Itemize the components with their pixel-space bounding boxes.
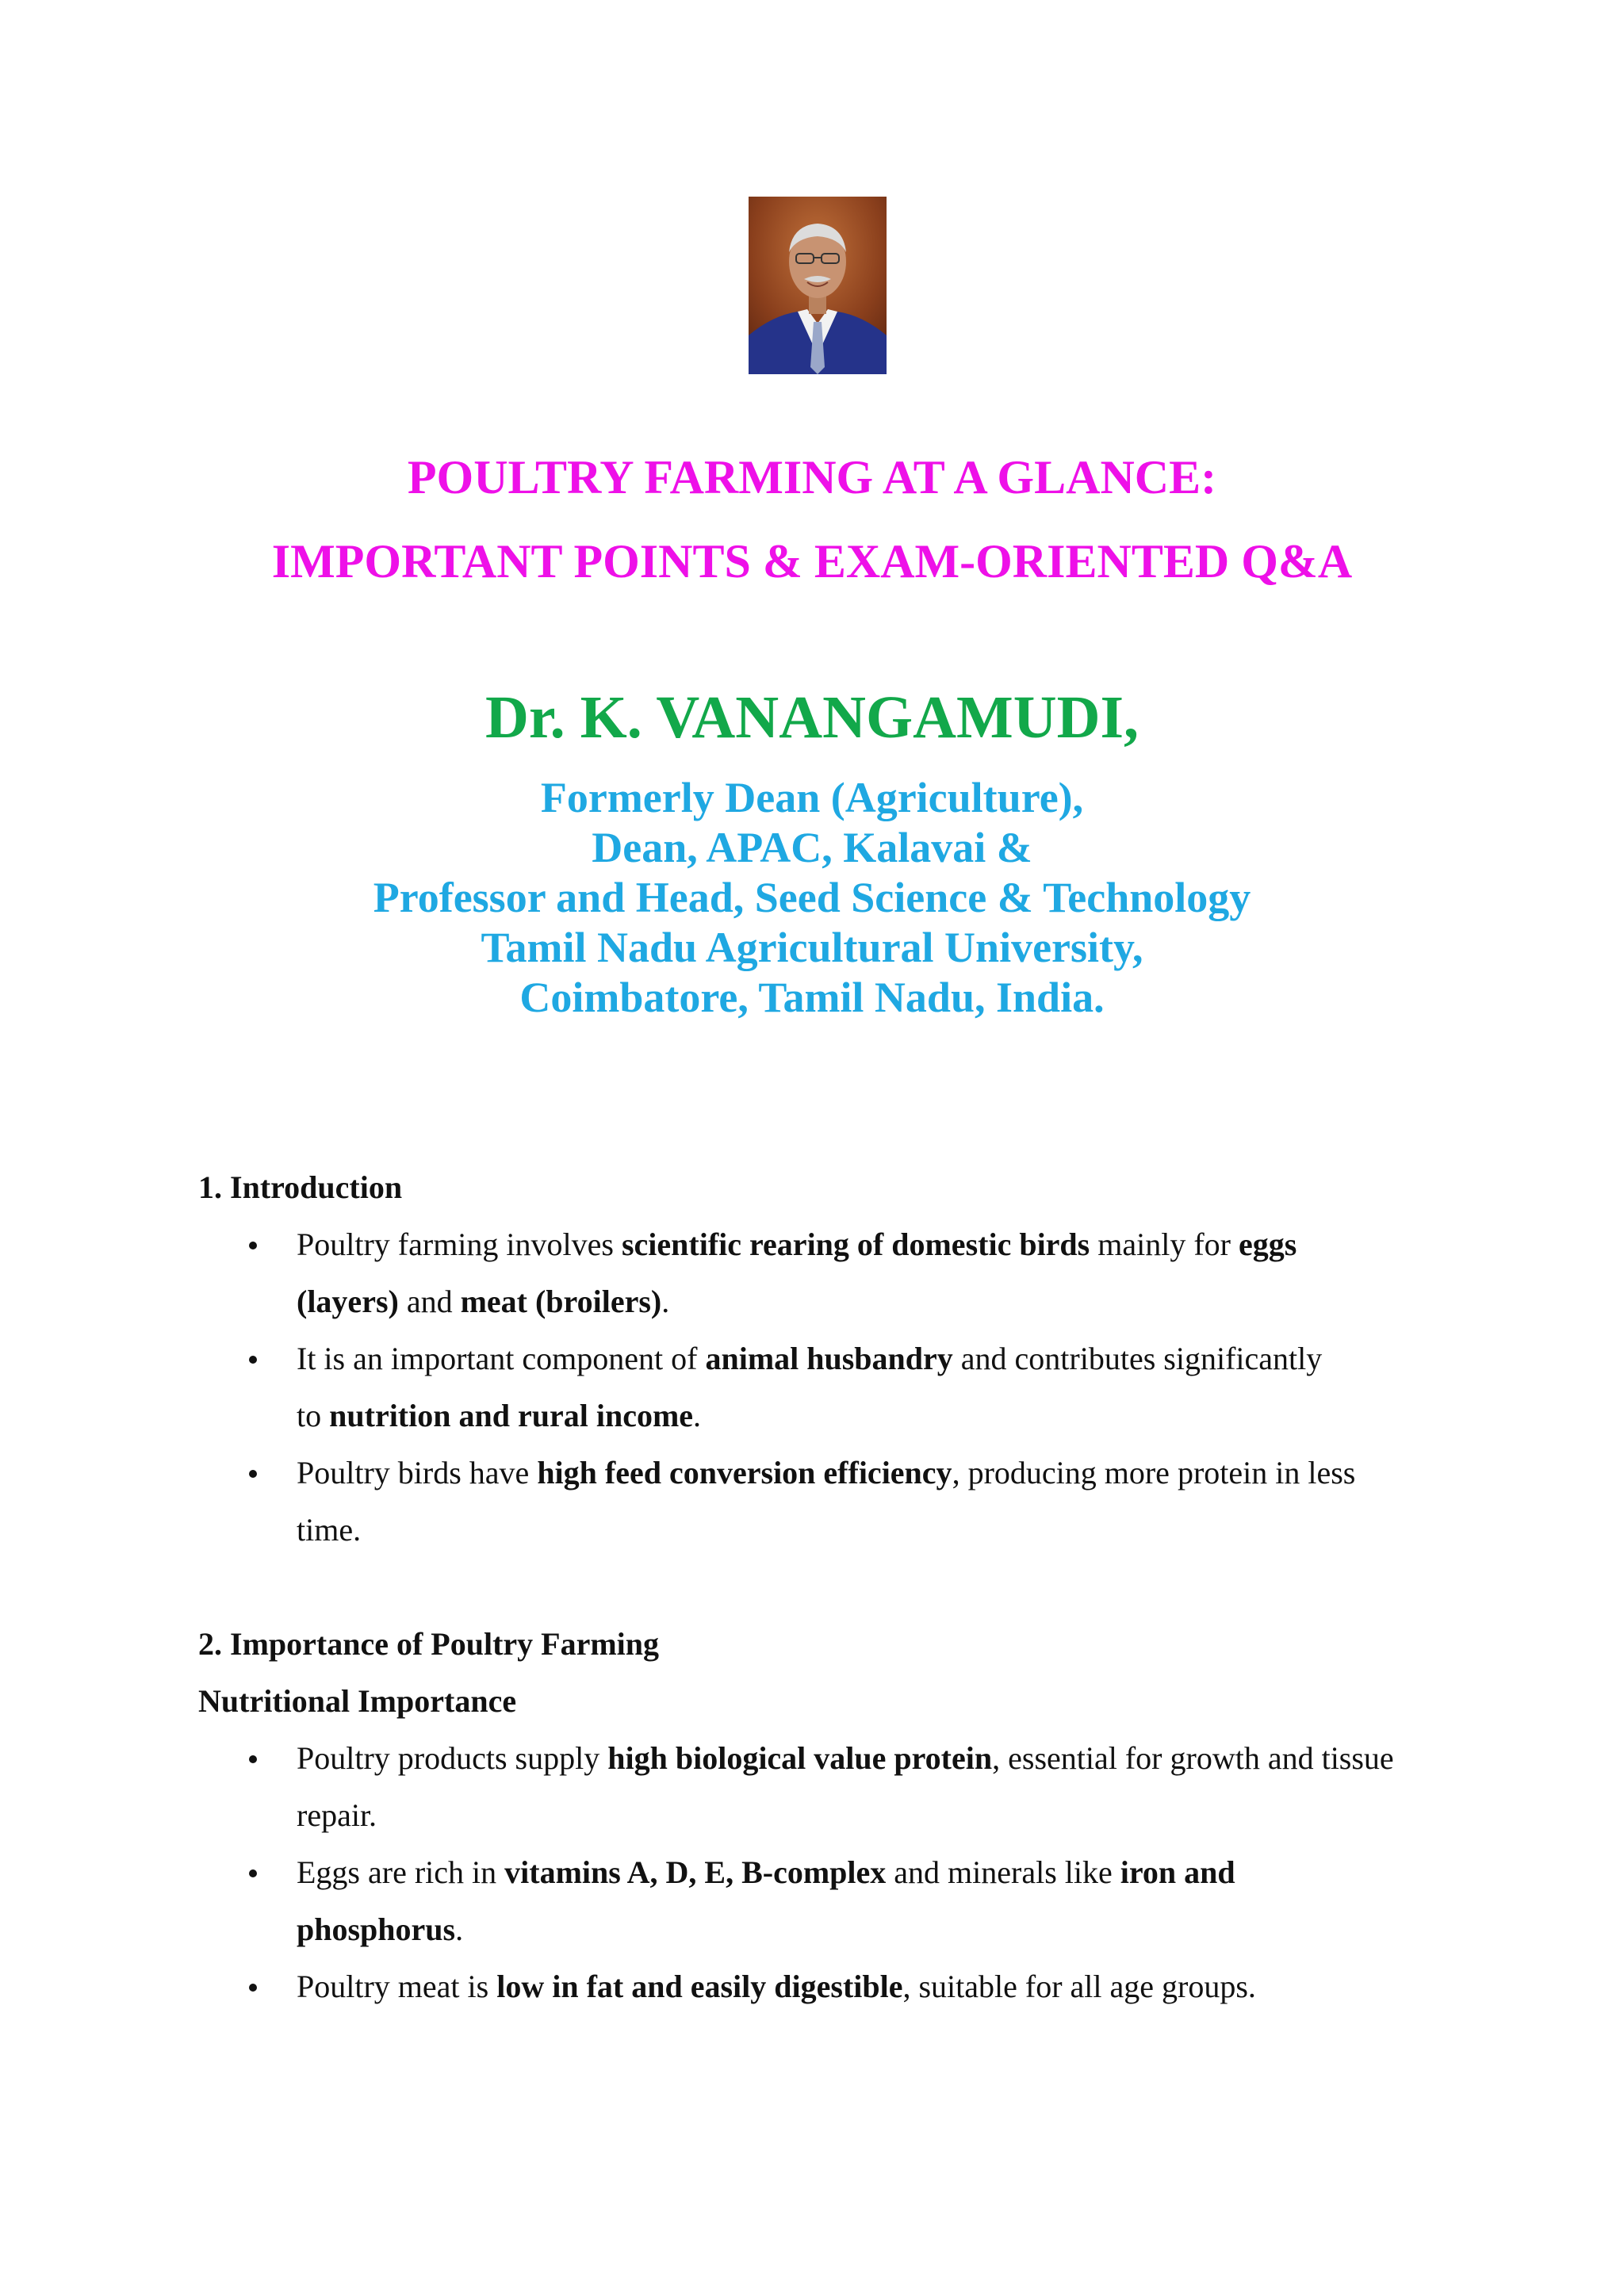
author-name: Dr. K. VANANGAMUDI,	[485, 684, 1139, 751]
bullet-icon	[249, 1984, 257, 1992]
list-item	[198, 1730, 1467, 1844]
text-run: , producing more protein in less	[952, 1455, 1356, 1490]
document-body	[198, 1159, 1467, 2015]
bold-run: animal husbandry	[705, 1341, 953, 1376]
introduction-list	[198, 1216, 1467, 1559]
bold-run: eggs	[1238, 1226, 1297, 1262]
text-run: Poultry meat is	[297, 1969, 497, 2004]
bold-run: nutrition and rural income	[329, 1398, 694, 1433]
text-run: .	[693, 1398, 702, 1433]
text-run: It is an important component of	[297, 1341, 706, 1376]
bullet-icon	[249, 1869, 257, 1877]
list-item	[198, 1844, 1467, 1958]
author-affiliation	[0, 773, 1624, 1023]
subsection-heading-nutritional: Nutritional Importance	[198, 1683, 517, 1719]
text-run: Poultry products supply	[297, 1740, 608, 1776]
bullet-icon	[249, 1356, 257, 1364]
text-run: and contributes significantly	[952, 1341, 1323, 1376]
bullet-icon	[249, 1755, 257, 1763]
bold-run: vitamins A, D, E, B-complex	[504, 1854, 887, 1890]
affiliation-line: Tamil Nadu Agricultural University,	[481, 924, 1143, 971]
affiliation-line: Professor and Head, Seed Science & Technology	[373, 874, 1251, 921]
text-run: and minerals like	[886, 1854, 1120, 1890]
section-heading-importance: 2. Importance of Poultry Farming	[198, 1626, 660, 1662]
text-run: repair.	[297, 1797, 377, 1833]
portrait-image	[749, 197, 887, 374]
text-run: .	[661, 1284, 670, 1319]
bullet-icon	[249, 1242, 257, 1249]
bold-run: low in fat and easily digestible	[496, 1969, 903, 2004]
text-run: , essential for growth and tissue	[992, 1740, 1394, 1776]
bold-run: (layers)	[297, 1284, 399, 1319]
bold-run: phosphorus	[297, 1911, 456, 1947]
bullet-icon	[249, 1470, 257, 1478]
bold-run: high feed conversion efficiency	[537, 1455, 952, 1490]
text-run: Eggs are rich in	[297, 1854, 505, 1890]
document-title-line-1: POULTRY FARMING AT A GLANCE:	[407, 451, 1217, 503]
text-run: Poultry farming involves	[297, 1226, 622, 1262]
nutritional-importance-list	[198, 1730, 1467, 2015]
bold-run: meat (broilers)	[460, 1284, 662, 1319]
list-item	[198, 1445, 1467, 1559]
text-run: time.	[297, 1512, 362, 1548]
text-run: Poultry birds have	[297, 1455, 538, 1490]
list-item	[198, 1330, 1467, 1445]
affiliation-line: Dean, APAC, Kalavai &	[592, 824, 1032, 871]
author-photo	[749, 197, 887, 374]
list-item	[198, 1958, 1467, 2015]
document-title-line-2: IMPORTANT POINTS & EXAM-ORIENTED Q&A	[271, 535, 1353, 587]
list-item	[198, 1216, 1467, 1330]
affiliation-line: Formerly Dean (Agriculture),	[540, 774, 1084, 821]
text-run: mainly for	[1090, 1226, 1239, 1262]
section-heading-introduction: 1. Introduction	[198, 1169, 403, 1205]
text-run: , suitable for all age groups.	[902, 1969, 1256, 2004]
text-run: and	[398, 1284, 461, 1319]
bold-run: iron and	[1120, 1854, 1235, 1890]
bold-run: scientific rearing of domestic birds	[621, 1226, 1090, 1262]
text-run: to	[297, 1398, 330, 1433]
text-run: .	[455, 1911, 464, 1947]
spacer	[198, 1559, 1467, 1616]
affiliation-line: Coimbatore, Tamil Nadu, India.	[519, 974, 1105, 1021]
bold-run: high biological value protein	[607, 1740, 993, 1776]
